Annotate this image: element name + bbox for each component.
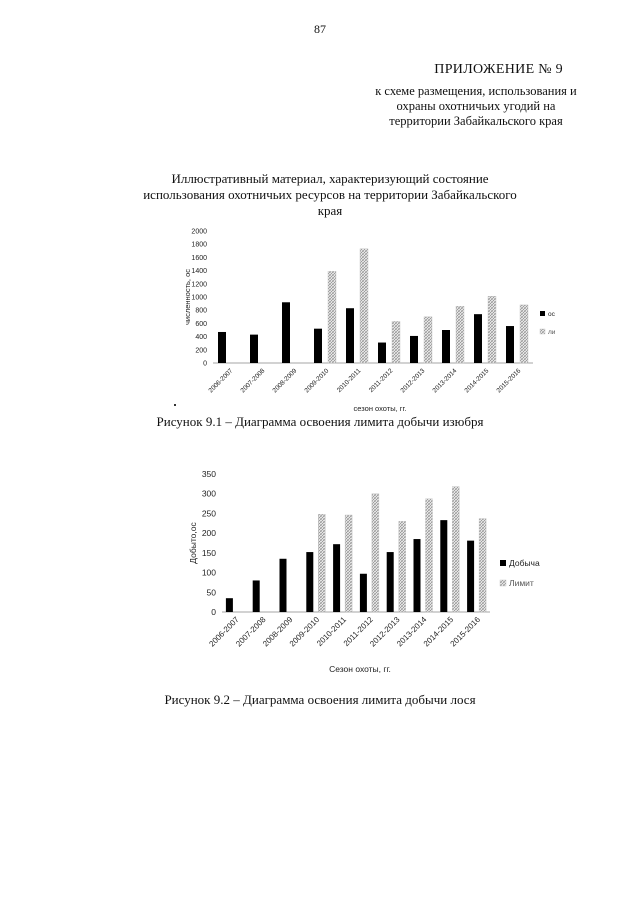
y-tick-label: 200 [195,347,207,355]
x-tick-label: 2012-2013 [368,615,402,649]
appendix-title: ПРИЛОЖЕНИЕ № 9 [434,62,563,77]
x-tick-label: 2009-2010 [303,367,331,395]
bar-production [474,314,482,363]
bar-production [467,541,474,612]
figure-caption-2: Рисунок 9.2 – Диаграмма освоения лимита добычи лося [164,692,476,707]
chart-red-deer-limit [0,215,640,427]
legend-swatch-limit [540,329,545,334]
legend-swatch-limit [500,580,506,586]
bar-production [282,302,290,363]
y-tick-label: 350 [201,468,216,479]
bar-limit [360,249,368,363]
bar-production [414,539,421,612]
bar-limit [426,499,433,612]
bar-production [506,326,514,363]
bar-limit [479,519,486,612]
x-tick-label: 2015-2016 [495,367,523,395]
x-axis-title: Сезон охоты, гг. [329,664,391,674]
legend-label-limit: Лимит [509,578,534,588]
bar-production [226,598,233,612]
bar-limit [456,306,464,363]
bar-limit [328,271,336,363]
legend-label-limit: ли [548,329,556,336]
appendix-subtitle-line: охраны охотничьих угодий на [396,99,556,113]
y-tick-label: 1000 [191,294,207,302]
appendix-subtitle-line: к схеме размещения, использования и [375,84,577,98]
bar-limit [399,521,406,612]
x-tick-label: 2006-2007 [207,615,241,649]
bar-production [378,343,386,363]
chart-moose-limit [0,462,640,682]
y-axis-title: Добыто,ос [188,522,198,564]
y-tick-label: 600 [195,320,207,328]
bar-production [333,544,340,612]
x-tick-label: 2010-2011 [315,615,349,649]
bar-production [360,574,367,612]
x-tick-label: 2013-2014 [394,615,429,649]
bar-limit [372,494,379,612]
bar-limit [392,321,400,363]
bar-limit [488,296,496,363]
section-heading-line: использования охотничьих ресурсов на территории Забайкальского края [143,187,517,218]
stray-mark [174,404,176,406]
y-tick-label: 800 [195,307,207,315]
bar-production [250,335,258,363]
legend-label-production: Добыча [509,558,540,568]
x-tick-label: 2011-2012 [367,367,395,395]
appendix-subtitle-line: территории Забайкальского края [389,114,563,128]
x-tick-label: 2008-2009 [260,615,295,649]
bar-limit [345,515,352,612]
x-tick-label: 2010-2011 [335,367,363,395]
y-tick-label: 1600 [191,254,207,262]
bar-limit [318,514,325,612]
y-tick-label: 1200 [191,281,207,289]
figure-caption-1: Рисунок 9.1 – Диаграмма освоения лимита добычи изюбря [156,414,484,429]
x-tick-label: 2014-2015 [421,615,456,649]
x-tick-label: 2006-2007 [207,367,235,395]
y-tick-label: 1400 [191,268,207,276]
y-tick-label: 100 [201,567,216,578]
bar-production [440,520,447,612]
x-tick-label: 2007-2008 [239,367,267,395]
x-tick-label: 2009-2010 [287,615,322,649]
bar-limit [520,305,528,363]
bar-production [442,330,450,363]
y-tick-label: 0 [203,360,207,368]
bar-production [218,332,226,363]
bar-limit [452,487,459,612]
y-tick-label: 50 [206,587,216,598]
legend-label-production: ос [548,311,555,318]
y-tick-label: 2000 [191,228,207,236]
section-heading-line: Иллюстративный материал, характеризующий состояние [171,171,489,186]
y-tick-label: 400 [195,334,207,342]
x-tick-label: 2012-2013 [399,367,427,395]
x-tick-label: 2014-2015 [463,367,491,395]
legend-swatch-production [540,311,545,316]
bar-production [410,336,418,363]
x-tick-label: 2007-2008 [234,615,268,649]
section-heading [130,171,530,219]
y-tick-label: 300 [201,488,216,499]
y-axis-title: численность, ос [183,268,192,326]
y-tick-label: 200 [201,528,216,539]
page-number: 87 [314,22,326,36]
legend-swatch-production [500,560,506,566]
y-tick-label: 250 [201,508,216,519]
y-tick-label: 0 [211,606,216,617]
x-tick-label: 2011-2012 [341,615,375,649]
x-tick-label: 2008-2009 [271,367,299,395]
x-tick-label: 2015-2016 [448,615,483,649]
bar-production [306,552,313,612]
bar-production [253,580,260,612]
y-tick-label: 1800 [191,241,207,249]
x-axis-title: сезон охоты, гг. [353,404,407,413]
bar-production [280,559,287,612]
bar-production [346,308,354,363]
bar-production [387,552,394,612]
y-tick-label: 150 [201,547,216,558]
appendix-subtitle [356,84,596,129]
bar-limit [424,317,432,363]
x-tick-label: 2013-2014 [431,367,459,395]
bar-production [314,329,322,363]
